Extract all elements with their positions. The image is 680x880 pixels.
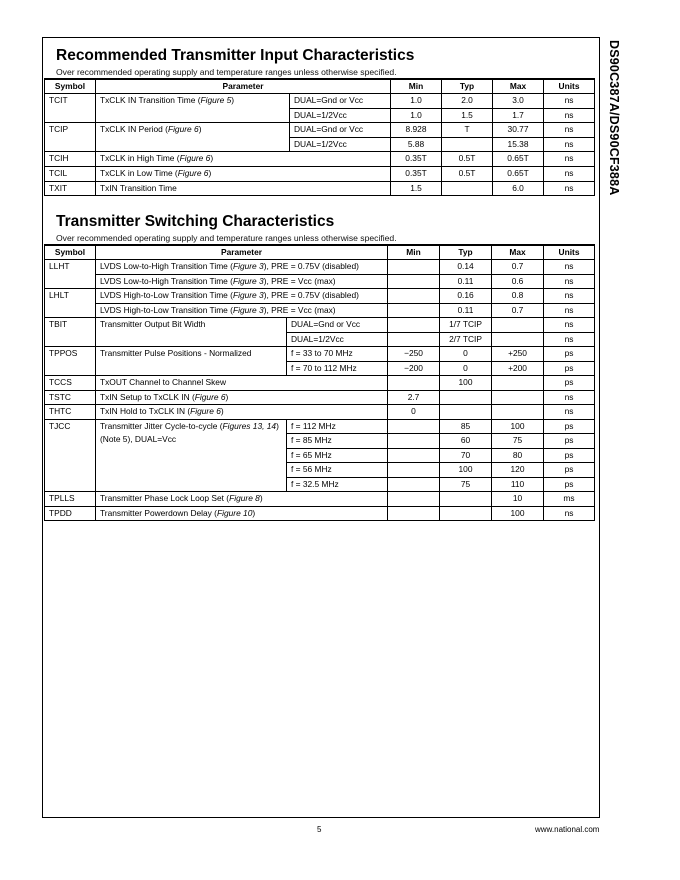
section-subtitle: Over recommended operating supply and temperature ranges unless otherwise specified. <box>56 67 397 77</box>
units-cell: ns <box>544 318 595 333</box>
symbol-cell: TCIP <box>45 123 96 152</box>
table-row <box>45 289 595 304</box>
condition-cell: DUAL=1/2Vcc <box>290 108 391 123</box>
symbol-cell: TSTC <box>45 390 96 405</box>
condition-cell: DUAL=Gnd or Vcc <box>290 94 391 109</box>
typ-cell: 0 <box>440 347 492 362</box>
min-cell <box>388 463 440 478</box>
max-cell: +200 <box>492 361 544 376</box>
table-header-row <box>45 79 595 94</box>
max-cell: 0.7 <box>492 303 544 318</box>
typ-cell: 2/7 TCIP <box>440 332 492 347</box>
units-cell: ns <box>544 260 595 275</box>
condition-cell: f = 32.5 MHz <box>287 477 388 492</box>
max-cell: 6.0 <box>493 181 544 196</box>
header-typ: Typ <box>440 245 492 260</box>
typ-cell: 0 <box>440 361 492 376</box>
table-row <box>45 94 595 109</box>
min-cell: −200 <box>388 361 440 376</box>
switching-characteristics-table <box>44 244 595 521</box>
symbol-cell: THTC <box>45 405 96 420</box>
max-cell: 100 <box>492 419 544 434</box>
footer-url[interactable]: www.national.com <box>535 825 600 834</box>
typ-cell: 60 <box>440 434 492 449</box>
units-cell: ns <box>544 137 595 152</box>
condition-cell: DUAL=Gnd or Vcc <box>290 123 391 138</box>
parameter-cell: TxIN Setup to TxCLK IN (Figure 6) <box>96 390 388 405</box>
min-cell <box>388 477 440 492</box>
units-cell: ns <box>544 390 595 405</box>
typ-cell: 0.14 <box>440 260 492 275</box>
min-cell: 1.0 <box>391 94 442 109</box>
units-cell: ps <box>544 463 595 478</box>
max-cell: 30.77 <box>493 123 544 138</box>
section-title: Recommended Transmitter Input Characteristics <box>56 47 415 64</box>
input-characteristics-table <box>44 78 595 196</box>
min-cell: 5.88 <box>391 137 442 152</box>
max-cell: 10 <box>492 492 544 507</box>
typ-cell: 100 <box>440 376 492 391</box>
parameter-cell: Transmitter Pulse Positions - Normalized <box>96 347 287 376</box>
max-cell <box>492 390 544 405</box>
units-cell: ns <box>544 108 595 123</box>
parameter-cell: TxIN Transition Time <box>96 181 391 196</box>
min-cell: 0 <box>388 405 440 420</box>
parameter-cell: TxOUT Channel to Channel Skew <box>96 376 388 391</box>
units-cell: ns <box>544 506 595 521</box>
parameter-cell: TxIN Hold to TxCLK IN (Figure 6) <box>96 405 388 420</box>
typ-cell: 1/7 TCIP <box>440 318 492 333</box>
header-units: Units <box>544 79 595 94</box>
table-row <box>45 152 595 167</box>
units-cell: ps <box>544 361 595 376</box>
typ-cell: 0.5T <box>442 152 493 167</box>
parameter-cell: TxCLK IN Period (Figure 6) <box>96 123 290 152</box>
document-part-number: DS90C387A/DS90CF388A <box>607 40 621 196</box>
header-parameter: Parameter <box>96 245 388 260</box>
max-cell: 0.65T <box>493 152 544 167</box>
units-cell: ns <box>544 94 595 109</box>
max-cell <box>492 332 544 347</box>
condition-cell: f = 112 MHz <box>287 419 388 434</box>
table-header-row <box>45 245 595 260</box>
min-cell: 0.35T <box>391 166 442 181</box>
table-row <box>45 181 595 196</box>
parameter-cell: TxCLK IN Transition Time (Figure 5) <box>96 94 290 123</box>
units-cell: ps <box>544 376 595 391</box>
symbol-cell: LLHT <box>45 260 96 289</box>
typ-cell: 0.5T <box>442 166 493 181</box>
symbol-cell: TPLLS <box>45 492 96 507</box>
min-cell: 0.35T <box>391 152 442 167</box>
max-cell: 1.7 <box>493 108 544 123</box>
parameter-cell: Transmitter Output Bit Width <box>96 318 287 347</box>
table-row <box>45 347 595 362</box>
units-cell: ps <box>544 419 595 434</box>
typ-cell: T <box>442 123 493 138</box>
symbol-cell: TCIT <box>45 94 96 123</box>
table-row <box>45 166 595 181</box>
section-switching-characteristics <box>43 212 599 521</box>
page-number: 5 <box>317 825 322 834</box>
units-cell: ps <box>544 347 595 362</box>
condition-cell: DUAL=Gnd or Vcc <box>287 318 388 333</box>
table-row <box>45 123 595 138</box>
typ-cell: 2.0 <box>442 94 493 109</box>
max-cell: 15.38 <box>493 137 544 152</box>
section-title: Transmitter Switching Characteristics <box>56 213 335 230</box>
typ-cell <box>442 181 493 196</box>
table-row <box>45 376 595 391</box>
condition-cell: f = 33 to 70 MHz <box>287 347 388 362</box>
parameter-cell: LVDS High-to-Low Transition Time (Figure 3), PRE = 0.75V (disabled) <box>96 289 388 304</box>
condition-cell: f = 65 MHz <box>287 448 388 463</box>
min-cell <box>388 274 440 289</box>
max-cell <box>492 405 544 420</box>
condition-cell: f = 85 MHz <box>287 434 388 449</box>
min-cell <box>388 376 440 391</box>
parameter-cell: TxCLK in High Time (Figure 6) <box>96 152 391 167</box>
symbol-cell: TBIT <box>45 318 96 347</box>
typ-cell <box>440 405 492 420</box>
parameter-cell: Transmitter Powerdown Delay (Figure 10) <box>96 506 388 521</box>
units-cell: ns <box>544 274 595 289</box>
min-cell <box>388 289 440 304</box>
header-parameter: Parameter <box>96 79 391 94</box>
header-units: Units <box>544 245 595 260</box>
typ-cell <box>440 506 492 521</box>
max-cell: 3.0 <box>493 94 544 109</box>
units-cell: ps <box>544 448 595 463</box>
typ-cell <box>440 390 492 405</box>
header-max: Max <box>493 79 544 94</box>
condition-cell: f = 56 MHz <box>287 463 388 478</box>
min-cell <box>388 419 440 434</box>
units-cell: ps <box>544 477 595 492</box>
header-symbol: Symbol <box>45 79 96 94</box>
typ-cell: 75 <box>440 477 492 492</box>
min-cell <box>388 303 440 318</box>
units-cell: ps <box>544 434 595 449</box>
parameter-cell: LVDS High-to-Low Transition Time (Figure 3), PRE = Vcc (max) <box>96 303 388 318</box>
units-cell: ns <box>544 303 595 318</box>
condition-cell: DUAL=1/2Vcc <box>290 137 391 152</box>
units-cell: ms <box>544 492 595 507</box>
min-cell <box>388 434 440 449</box>
max-cell <box>492 376 544 391</box>
typ-cell <box>442 137 493 152</box>
max-cell: 75 <box>492 434 544 449</box>
symbol-cell: TPPOS <box>45 347 96 376</box>
max-cell <box>492 318 544 333</box>
min-cell <box>388 448 440 463</box>
table-row <box>45 260 595 275</box>
symbol-cell: TCIL <box>45 166 96 181</box>
parameter-cell: LVDS Low-to-High Transition Time (Figure 3), PRE = Vcc (max) <box>96 274 388 289</box>
min-cell <box>388 492 440 507</box>
units-cell: ns <box>544 166 595 181</box>
page-frame <box>42 37 600 818</box>
header-min: Min <box>388 245 440 260</box>
units-cell: ns <box>544 332 595 347</box>
typ-cell: 0.16 <box>440 289 492 304</box>
typ-cell: 85 <box>440 419 492 434</box>
min-cell: −250 <box>388 347 440 362</box>
table-row <box>45 390 595 405</box>
parameter-cell: Transmitter Jitter Cycle-to-cycle (Figures 13, 14) (Note 5), DUAL=Vcc <box>96 419 287 492</box>
typ-cell: 1.5 <box>442 108 493 123</box>
units-cell: ns <box>544 289 595 304</box>
parameter-cell: LVDS Low-to-High Transition Time (Figure 3), PRE = 0.75V (disabled) <box>96 260 388 275</box>
symbol-cell: LHLT <box>45 289 96 318</box>
table-row <box>45 318 595 333</box>
table-row <box>45 274 595 289</box>
typ-cell <box>440 492 492 507</box>
header-typ: Typ <box>442 79 493 94</box>
header-max: Max <box>492 245 544 260</box>
max-cell: 120 <box>492 463 544 478</box>
min-cell <box>388 332 440 347</box>
parameter-cell: Transmitter Phase Lock Loop Set (Figure 8) <box>96 492 388 507</box>
table-row <box>45 419 595 434</box>
min-cell <box>388 318 440 333</box>
min-cell <box>388 260 440 275</box>
max-cell: 0.8 <box>492 289 544 304</box>
header-min: Min <box>391 79 442 94</box>
typ-cell: 70 <box>440 448 492 463</box>
min-cell: 1.0 <box>391 108 442 123</box>
symbol-cell: TCIH <box>45 152 96 167</box>
symbol-cell: TCCS <box>45 376 96 391</box>
condition-cell: DUAL=1/2Vcc <box>287 332 388 347</box>
typ-cell: 0.11 <box>440 274 492 289</box>
max-cell: 0.7 <box>492 260 544 275</box>
units-cell: ns <box>544 181 595 196</box>
units-cell: ns <box>544 405 595 420</box>
symbol-cell: TJCC <box>45 419 96 492</box>
units-cell: ns <box>544 152 595 167</box>
section-input-characteristics <box>43 46 599 196</box>
units-cell: ns <box>544 123 595 138</box>
min-cell: 2.7 <box>388 390 440 405</box>
typ-cell: 0.11 <box>440 303 492 318</box>
parameter-cell: TxCLK in Low Time (Figure 6) <box>96 166 391 181</box>
table-row <box>45 303 595 318</box>
table-row <box>45 405 595 420</box>
typ-cell: 100 <box>440 463 492 478</box>
max-cell: 80 <box>492 448 544 463</box>
max-cell: 0.6 <box>492 274 544 289</box>
min-cell <box>388 506 440 521</box>
max-cell: +250 <box>492 347 544 362</box>
min-cell: 1.5 <box>391 181 442 196</box>
max-cell: 0.65T <box>493 166 544 181</box>
condition-cell: f = 70 to 112 MHz <box>287 361 388 376</box>
max-cell: 110 <box>492 477 544 492</box>
table-row <box>45 492 595 507</box>
max-cell: 100 <box>492 506 544 521</box>
header-symbol: Symbol <box>45 245 96 260</box>
section-subtitle: Over recommended operating supply and temperature ranges unless otherwise specified. <box>56 233 397 243</box>
symbol-cell: TXIT <box>45 181 96 196</box>
symbol-cell: TPDD <box>45 506 96 521</box>
table-row <box>45 506 595 521</box>
min-cell: 8.928 <box>391 123 442 138</box>
